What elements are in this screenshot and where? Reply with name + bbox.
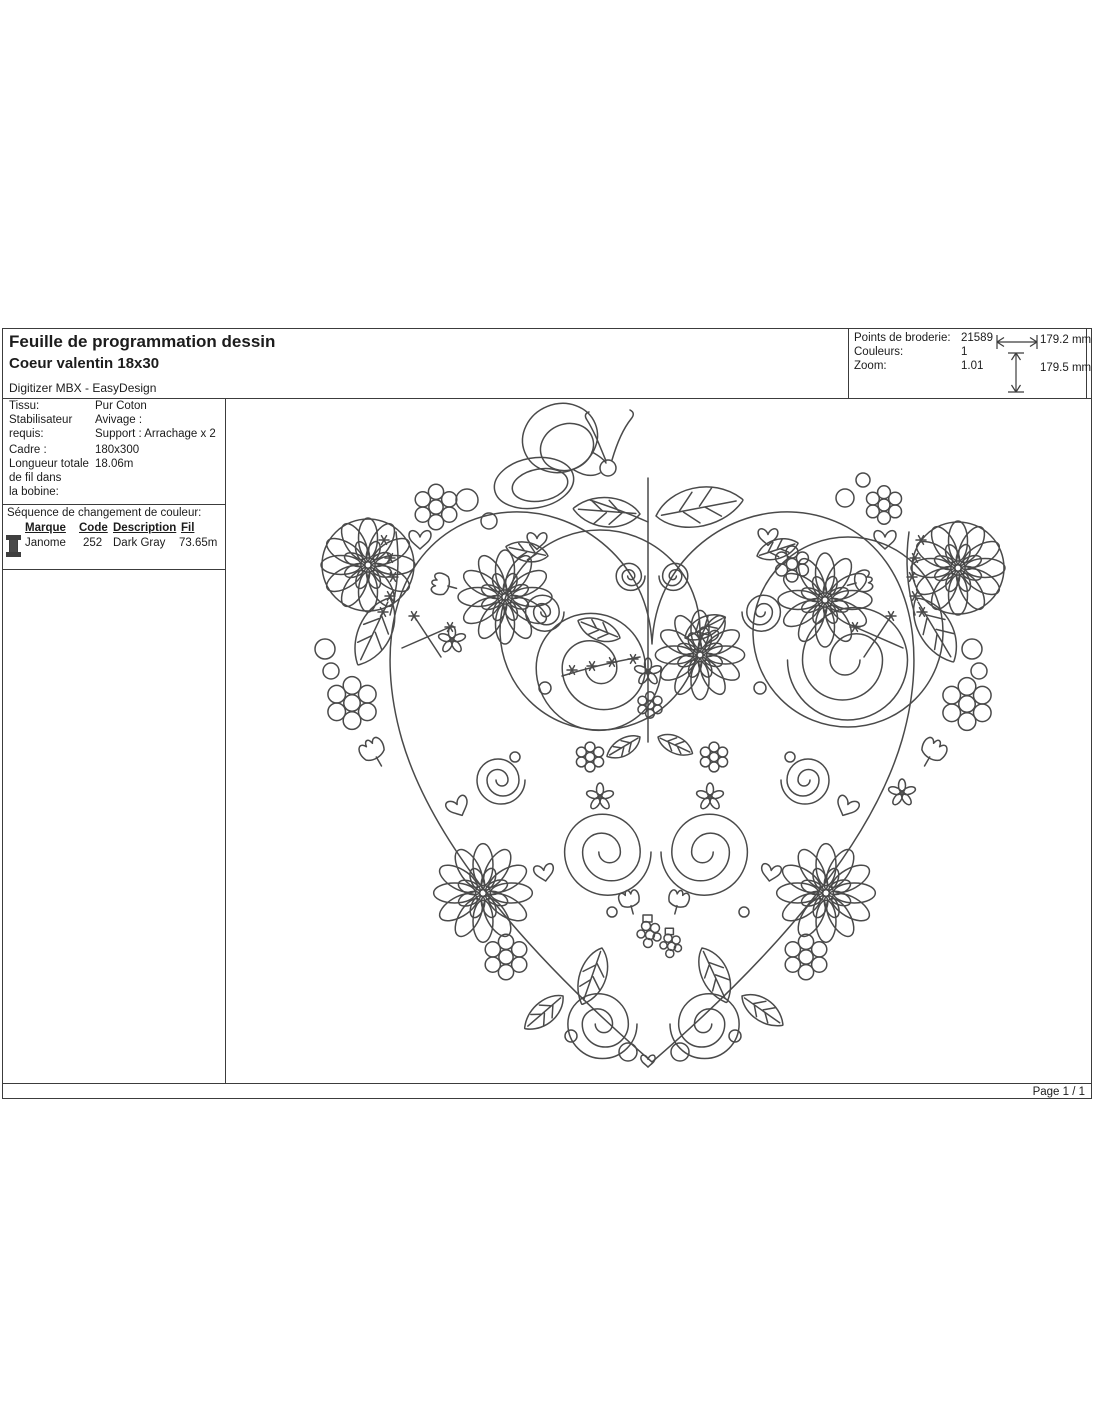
info-value: 180x300 xyxy=(95,444,140,456)
zoom-label: Zoom: xyxy=(854,360,887,372)
section-divider xyxy=(3,504,225,505)
info-value: Support : Arrachage x 2 xyxy=(95,428,216,440)
berry-flowers xyxy=(328,484,991,980)
info-label: Stabilisateur xyxy=(9,414,73,426)
color-sequence-title: Séquence de changement de couleur: xyxy=(7,507,202,519)
col-code: Code xyxy=(79,522,108,534)
butterfly xyxy=(490,398,648,522)
design-height-mm: 179.5 mm xyxy=(1040,362,1092,374)
grape-bunches xyxy=(637,915,682,958)
page-number: Page 1 / 1 xyxy=(1032,1086,1085,1098)
software-name: Digitizer MBX - EasyDesign xyxy=(9,381,157,395)
info-label: requis: xyxy=(9,428,44,440)
colors-value: 1 xyxy=(961,346,968,358)
stats-panel xyxy=(848,329,1092,399)
section-divider xyxy=(3,569,225,570)
info-value: Avivage : xyxy=(95,414,143,426)
info-value: 18.06m xyxy=(95,458,134,470)
col-description: Description xyxy=(113,522,177,534)
info-label: la bobine: xyxy=(9,486,59,498)
info-label: Longueur totale xyxy=(9,458,89,470)
design-width-mm: 179.2 mm xyxy=(1040,334,1092,346)
points-label: Points de broderie: xyxy=(854,332,951,344)
stem-and-leaves xyxy=(343,478,967,1037)
embroidery-design-preview xyxy=(225,398,1089,1083)
thread-marque: Janome xyxy=(25,537,66,549)
colors-label: Couleurs: xyxy=(854,346,904,358)
star-flowers xyxy=(438,626,917,810)
info-value: Pur Coton xyxy=(95,400,147,412)
design-name: Coeur valentin 18x30 xyxy=(9,355,160,372)
col-marque: Marque xyxy=(25,522,66,534)
page-title: Feuille de programmation dessin xyxy=(9,332,276,351)
dimension-arrows-icon xyxy=(995,331,1039,396)
info-label: Cadre : xyxy=(9,444,47,456)
col-fil: Fil xyxy=(181,522,195,534)
thread-length: 73.65m xyxy=(179,537,218,549)
info-label: de fil dans xyxy=(9,472,62,484)
footer-divider xyxy=(3,1083,1091,1084)
heart-outline xyxy=(390,512,943,1062)
points-value: 21589 xyxy=(961,332,993,344)
thread-description: Dark Gray xyxy=(113,537,166,549)
info-panel xyxy=(3,398,226,1083)
asterisk-sprigs xyxy=(378,532,927,676)
thread-code: 252 xyxy=(83,537,103,549)
print-preview-page xyxy=(2,328,1092,1099)
tulip-flowers xyxy=(356,568,950,916)
info-label: Tissu: xyxy=(9,400,40,412)
thread-spool-icon xyxy=(6,535,21,557)
zoom-value: 1.01 xyxy=(961,360,984,372)
